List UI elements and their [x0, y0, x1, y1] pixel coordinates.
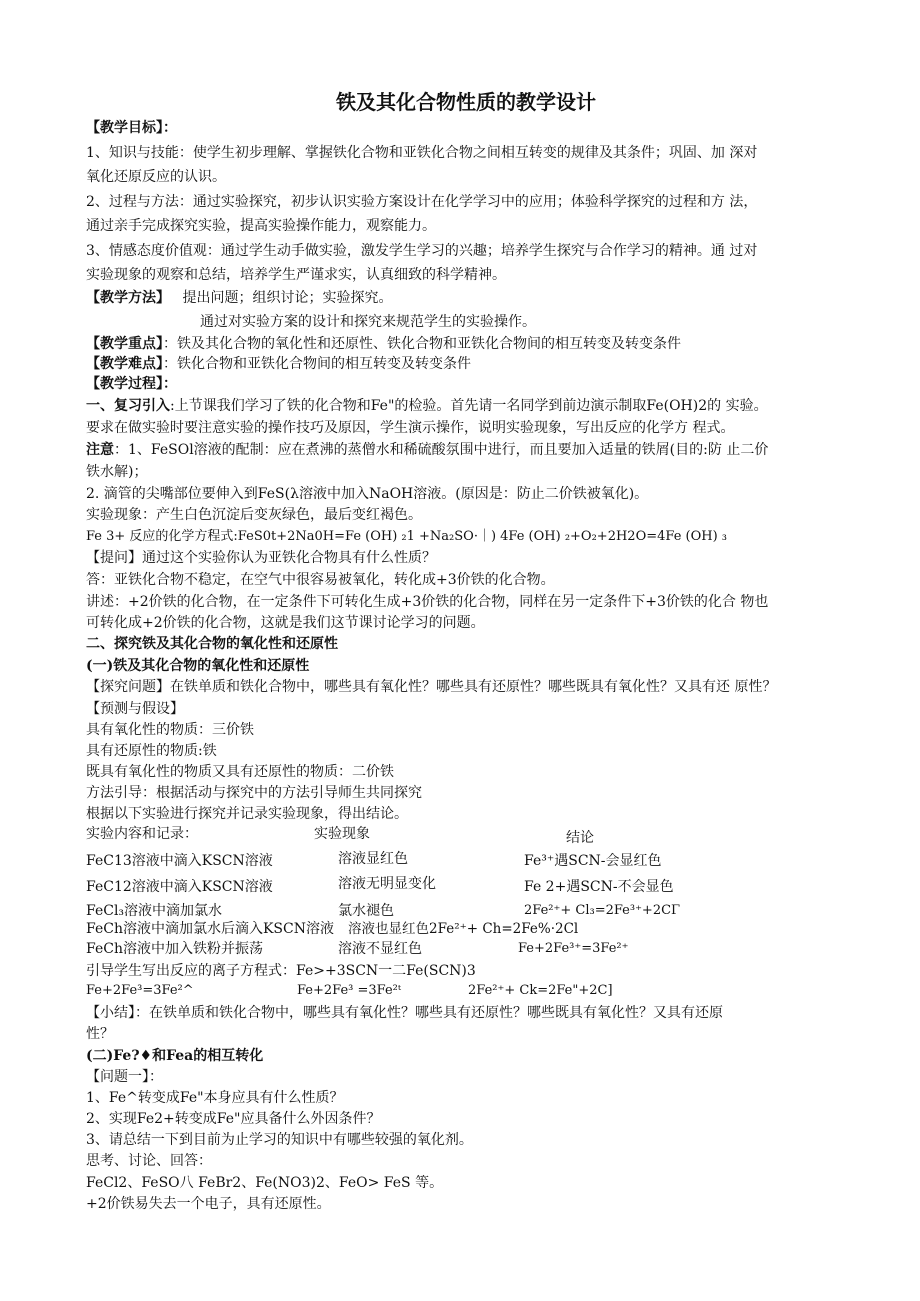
- ask-line: 【提问】通过这个实验你认为亚铁化合物具有什么性质？: [86, 550, 436, 566]
- compound-list: FeCl2、FeSO八 FeBr2、Fe(NO3)2、FeO> FeS 等。: [86, 1175, 444, 1191]
- question-item: 2、实现Fe2+转变成Fe"应具备什么外因条件？: [86, 1111, 381, 1127]
- method-heading: 【教学方法】: [86, 290, 170, 306]
- table-cell: 溶液显红色: [338, 851, 408, 867]
- table-cell: 溶液无明显变化: [338, 876, 436, 892]
- note-line: 2. 滴管的尖嘴部位要伸入到FeS(λ溶液中加入NaOH溶液。(原因是：防止二价铁被氧化)。: [86, 486, 649, 502]
- note-line: 铁水解)；: [86, 464, 148, 480]
- objective-line: 通过亲手完成探究实验，提高实验操作能力，观察能力。: [86, 218, 436, 234]
- objective-line: 实验现象的观察和总结，培养学生严谨求实，认真细致的科学精神。: [86, 267, 506, 283]
- question-line: 【探究问题】在铁单质和铁化合物中，哪些具有氧化性？哪些具有还原性？哪些既具有氧化性？又具有还 原性？: [86, 679, 777, 695]
- question-item: 1、Fe^转变成Fe"本身应具有什么性质？: [86, 1090, 344, 1106]
- ionic-eq: Fe+2Fe³=3Fe²^: [86, 983, 194, 998]
- table-cell: 溶液也显红色2Fe²⁺+ Ch=2Fe%·2Cl: [348, 921, 579, 937]
- focus-text: ：铁及其化合物的氧化性和还原性、铁化合物和亚铁化合物间的相互转变及转变条件: [163, 336, 681, 352]
- review-line: 要求在做实验时要注意实验的操作技巧及原因，学生演示操作，说明实验现象，写出反应的化学方 程式。: [86, 420, 735, 436]
- table-cell: 溶液不显红色: [338, 941, 422, 957]
- page-title: 铁及其化合物性质的教学设计: [336, 90, 596, 114]
- table-cell: 氯水褪色: [338, 903, 394, 919]
- explain-line: 可转化成+2价铁的化合物，这就是我们这节课讨论学习的问题。: [86, 615, 485, 631]
- method-text: 提出问题；组织讨论；实验探究。: [182, 290, 393, 306]
- difficulty-row: [86, 354, 471, 374]
- method-row: [86, 288, 392, 308]
- table-cell: FeCl₃溶液中滴加氯水: [86, 903, 223, 919]
- note-line: [86, 440, 768, 460]
- table-cell: FeCh溶液中滴加氯水后滴入KSCN溶液: [86, 921, 334, 937]
- question-one-heading: 【问题一】：: [86, 1069, 163, 1085]
- guide-line: 方法引导：根据活动与探究中的方法引导师生共同探究: [86, 785, 422, 801]
- table-cell: FeC13溶液中滴入KSCN溶液: [86, 853, 273, 869]
- review-head: 一、复习引入: [86, 398, 170, 414]
- table-cell: Fe³⁺遇SCN-会显红色: [524, 853, 662, 869]
- ionic-intro: 引导学生写出反应的离子方程式：Fe>+3SCN一二Fe(SCN)3: [86, 963, 476, 979]
- method-line2: 通过对实验方案的设计和探究来规范学生的实验操作。: [200, 314, 536, 330]
- question-item: 3、请总结一下到目前为止学习的知识中有哪些较强的氧化剂。: [86, 1132, 473, 1148]
- focus-row: [86, 334, 681, 354]
- table-cell: FeC12溶液中滴入KSCN溶液: [86, 879, 273, 895]
- objective-line: 3、情感态度价值观：通过学生动手做实验，激发学生学习的兴趣；培养学生探究与合作学习的精神。通 过对: [86, 243, 758, 259]
- summary-line: 【小结】：在铁单质和铁化合物中，哪些具有氧化性？哪些具有还原性？哪些既具有氧化性？又具有还原: [86, 1005, 723, 1021]
- table-header-content: 实验内容和记录：: [86, 826, 198, 842]
- ionic-eq: Fe+2Fe³ =3Fe²ᵗ: [297, 983, 402, 998]
- difficulty-heading: 【教学难点】: [86, 356, 163, 372]
- ionic-eq: 2Fe²⁺+ Ck=2Fe"+2C]: [468, 983, 613, 998]
- objective-line: 1、知识与技能：使学生初步理解、掌握铁化合物和亚铁化合物之间相互转变的规律及其条件；巩固、加 深对: [86, 145, 758, 161]
- predict-line: 既具有氧化性的物质又具有还原性的物质：二价铁: [86, 764, 394, 780]
- difficulty-text: ：铁化合物和亚铁化合物间的相互转变及转变条件: [163, 356, 471, 372]
- think-line: 思考、讨论、回答：: [86, 1153, 212, 1169]
- equation-line: Fe 3+ 反应的化学方程式:FeS0t+2Na0H=Fe (OH) ₂1 +Na₂SO·｜) 4Fe (OH) ₂+O₂+2H2O=4Fe (OH) ₃: [86, 529, 728, 544]
- table-cell: FeCh溶液中加入铁粉并振荡: [86, 941, 263, 957]
- review-text: :上节课我们学习了铁的化合物和Fe"的检验。首先请一名同学到前边演示制取Fe(OH)2的 实验。: [170, 398, 768, 414]
- predict-heading: 【预测与假设】: [86, 701, 184, 717]
- note-head: 注意: [86, 442, 114, 458]
- subsection2-heading: (二)Fe?♦和Fea的相互转化: [86, 1048, 264, 1064]
- subsection1-heading: (一)铁及其化合物的氧化性和还原性: [86, 658, 310, 674]
- review-line: [86, 396, 768, 416]
- table-cell: Fe 2+遇SCN-不会显色: [524, 879, 674, 895]
- table-cell: Fe+2Fe³⁺=3Fe²⁺: [518, 941, 629, 956]
- process-heading: 【教学过程】：: [86, 376, 177, 392]
- predict-line: 具有还原性的物质:铁: [86, 743, 217, 759]
- explain-line: 讲述：+2价铁的化合物，在一定条件下可转化生成+3价铁的化合物，同样在另一定条件下+3价铁的化合 物也: [86, 594, 769, 610]
- table-header-conclusion: 结论: [566, 830, 594, 846]
- objectives-heading: 【教学目标】：: [86, 120, 177, 136]
- objective-line: 2、过程与方法：通过实验探究，初步认识实验方案设计在化学学习中的应用；体验科学探究的过程和方 法，: [86, 194, 758, 210]
- answer-line: 答：亚铁化合物不稳定，在空气中很容易被氧化，转化成+3价铁的化合物。: [86, 572, 555, 588]
- section2-heading: 二、探究铁及其化合物的氧化性和还原性: [86, 636, 338, 652]
- focus-heading: 【教学重点】: [86, 336, 163, 352]
- phenomenon-line: 实验现象：产生白色沉淀后变灰绿色，最后变红褐色。: [86, 507, 422, 523]
- note-text: ：1、FeSOl溶液的配制：应在煮沸的蒸僧水和稀硫酸氛围中进行，而且要加入适量的铁屑(目的:防 止二价: [114, 442, 769, 458]
- last-line: +2价铁易失去一个电子，具有还原性。: [86, 1196, 331, 1212]
- according-line: 根据以下实验进行探究并记录实验现象，得出结论。: [86, 806, 408, 822]
- predict-line: 具有氧化性的物质：三价铁: [86, 722, 254, 738]
- summary-line: 性？: [86, 1026, 114, 1042]
- table-header-phenomenon: 实验现象: [314, 826, 370, 842]
- objective-line: 氧化还原反应的认识。: [86, 169, 226, 185]
- table-cell: 2Fe²⁺+ Cl₃=2Fe³⁺+2CΓ: [524, 903, 681, 918]
